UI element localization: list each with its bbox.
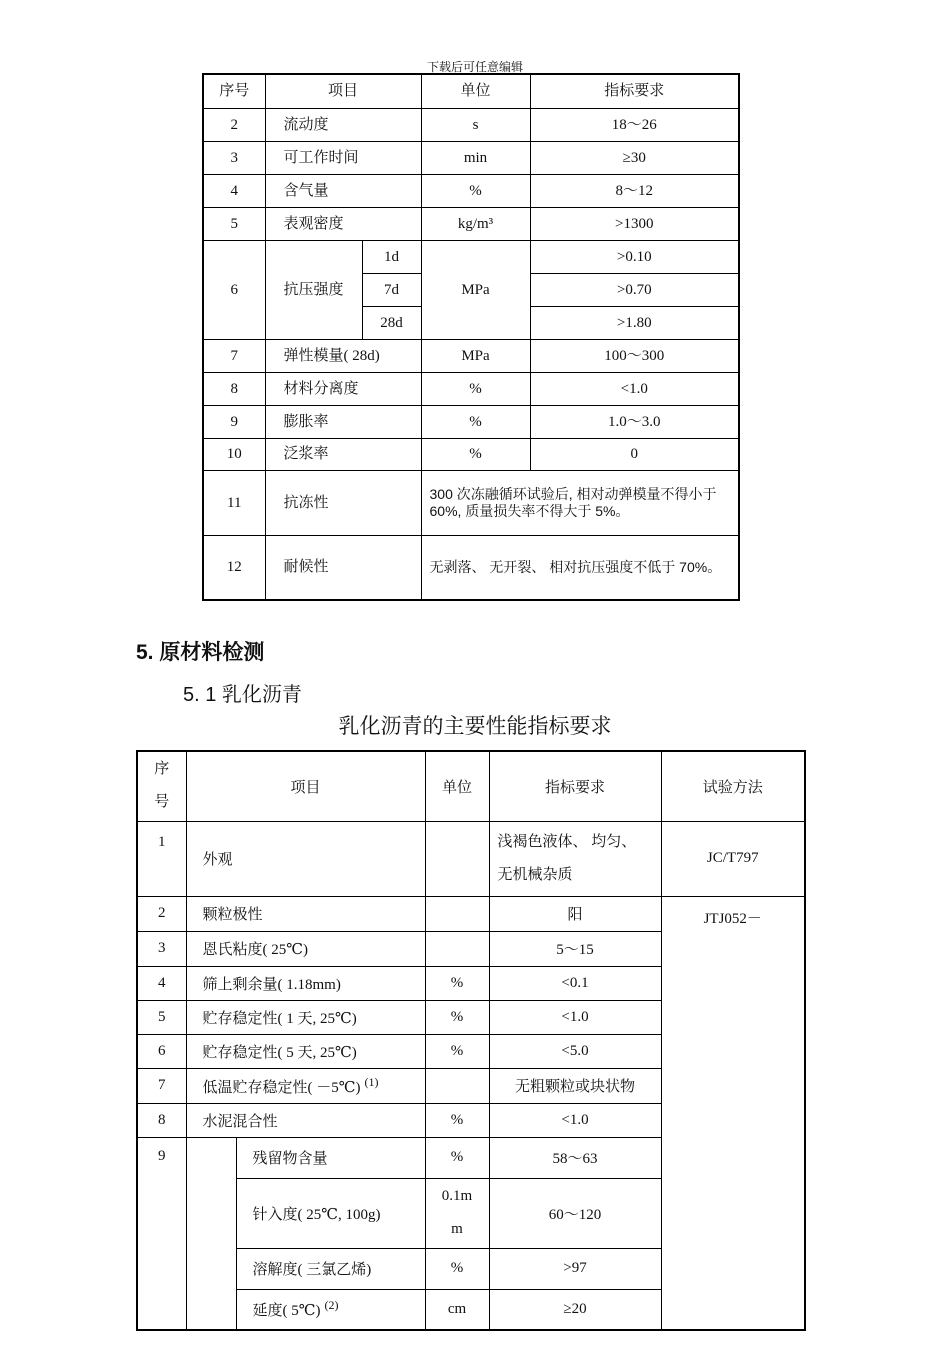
row-unit: % xyxy=(425,1248,489,1289)
row-unit: cm xyxy=(425,1289,489,1330)
table-header-row xyxy=(137,751,805,821)
row-no: 8 xyxy=(203,372,265,405)
row-requirement: <1.0 xyxy=(530,372,739,405)
row-item: 含气量 xyxy=(265,174,421,207)
row-unit: % xyxy=(425,1103,489,1137)
cement-mortar-index-table xyxy=(202,73,740,601)
table-row xyxy=(203,470,739,535)
row-test-method: JC/T797 xyxy=(661,821,805,896)
row-unit xyxy=(425,1068,489,1103)
row-item: 贮存稳定性( 5 天, 25℃) xyxy=(186,1034,425,1068)
row-test-method: JTJ052－ xyxy=(661,896,805,1330)
table-row xyxy=(203,372,739,405)
row-no: 2 xyxy=(203,108,265,141)
row-item: 泛浆率 xyxy=(265,438,421,470)
row-requirement: ≥20 xyxy=(489,1289,661,1330)
row-unit: % xyxy=(421,405,530,438)
row-unit xyxy=(425,896,489,931)
row-requirement: 0 xyxy=(530,438,739,470)
section-heading-raw-material: 5. 原材料检测 xyxy=(136,641,265,664)
header-no: 序号 xyxy=(137,751,186,821)
row-requirement: 18～26 xyxy=(530,108,739,141)
row-requirement: ≥30 xyxy=(530,141,739,174)
row-no: 12 xyxy=(203,535,265,600)
table-row xyxy=(203,174,739,207)
row-requirement: >97 xyxy=(489,1248,661,1289)
row-requirement: 阳 xyxy=(489,896,661,931)
table-row xyxy=(203,108,739,141)
row-requirement: <5.0 xyxy=(489,1034,661,1068)
page-header: 下载后可任意编辑 xyxy=(426,60,523,74)
header-item: 项目 xyxy=(186,751,425,821)
row-unit: MPa xyxy=(421,240,530,339)
row-no: 1 xyxy=(137,821,186,896)
row-no: 7 xyxy=(203,339,265,372)
row-item: 贮存稳定性( 1 天, 25℃) xyxy=(186,1000,425,1034)
row-unit: % xyxy=(425,1137,489,1178)
footnote-marker: (2) xyxy=(324,1298,339,1313)
row-item: 水泥混合性 xyxy=(186,1103,425,1137)
header-unit: 单位 xyxy=(425,751,489,821)
table-row xyxy=(203,207,739,240)
row-item: 针入度( 25℃, 100g) xyxy=(236,1178,425,1248)
row-age: 1d xyxy=(362,240,421,273)
row-age: 28d xyxy=(362,306,421,339)
row-requirement: >1.80 xyxy=(530,306,739,339)
row-unit xyxy=(425,821,489,896)
row-unit: 0.1mm xyxy=(425,1178,489,1248)
row-item: 残留物含量 xyxy=(236,1137,425,1178)
row-no: 5 xyxy=(203,207,265,240)
table-row xyxy=(203,438,739,470)
row-item: 膨胀率 xyxy=(265,405,421,438)
header-requirement: 指标要求 xyxy=(530,74,739,108)
row-no: 9 xyxy=(203,405,265,438)
row-unit: % xyxy=(421,174,530,207)
row-no: 10 xyxy=(203,438,265,470)
table-row xyxy=(203,339,739,372)
row-requirement: 浅褐色液体、 均匀、 无机械杂质 xyxy=(489,821,661,896)
row-item: 流动度 xyxy=(265,108,421,141)
table-row xyxy=(203,535,739,600)
row-item: 抗压强度 xyxy=(265,240,362,339)
table-row xyxy=(137,896,805,931)
row-item: 延度( 5℃) $^{(2)}$ xyxy=(236,1289,425,1330)
row-item: 颗粒极性 xyxy=(186,896,425,931)
row-no: 4 xyxy=(203,174,265,207)
row-unit: % xyxy=(421,438,530,470)
row-requirement: <1.0 xyxy=(489,1000,661,1034)
row-requirement: 无剥落、 无开裂、 相对抗压强度不低于 70%。 xyxy=(421,535,739,600)
row-unit: MPa xyxy=(421,339,530,372)
table-row xyxy=(203,240,739,273)
row-requirement: >0.70 xyxy=(530,273,739,306)
row-unit: kg/m³ xyxy=(421,207,530,240)
table-row xyxy=(137,821,805,896)
row-no: 9 xyxy=(137,1137,186,1330)
row-unit xyxy=(425,931,489,966)
row-no: 6 xyxy=(203,240,265,339)
row-requirement: 58～63 xyxy=(489,1137,661,1178)
table-row xyxy=(203,405,739,438)
table-row xyxy=(203,141,739,174)
row-item: 表观密度 xyxy=(265,207,421,240)
row-item: 外观 xyxy=(186,821,425,896)
row-no: 11 xyxy=(203,470,265,535)
row-unit: % xyxy=(425,1000,489,1034)
row-unit: % xyxy=(421,372,530,405)
table-title: 乳化沥青的主要性能指标要求 xyxy=(338,715,612,738)
row-item: 抗冻性 xyxy=(265,470,421,535)
row-requirement: <1.0 xyxy=(489,1103,661,1137)
row-item: 筛上剩余量( 1.18mm) xyxy=(186,966,425,1000)
header-no: 序号 xyxy=(203,74,265,108)
row-unit: % xyxy=(425,1034,489,1068)
footnote-marker: (1) xyxy=(364,1074,379,1089)
row-requirement: >0.10 xyxy=(530,240,739,273)
row-requirement: 300 次冻融循环试验后, 相对动弹模量不得小于 60%, 质量损失率不得大于 5%。 xyxy=(421,470,739,535)
emulsified-asphalt-index-table xyxy=(136,750,806,1331)
row-item: 溶解度( 三氯乙烯) xyxy=(236,1248,425,1289)
header-test-method: 试验方法 xyxy=(661,751,805,821)
row-no: 7 xyxy=(137,1068,186,1103)
row-requirement: 60～120 xyxy=(489,1178,661,1248)
row-item: 可工作时间 xyxy=(265,141,421,174)
row-requirement: 8～12 xyxy=(530,174,739,207)
subsection-heading-emulsified-asphalt: 5. 1 乳化沥青 xyxy=(183,684,302,706)
table-header-row xyxy=(203,74,739,108)
header-unit: 单位 xyxy=(421,74,530,108)
row-unit: min xyxy=(421,141,530,174)
row-item: 低温贮存稳定性( －5℃) $^{(1)}$ xyxy=(186,1068,425,1103)
row-group-cell xyxy=(186,1137,236,1330)
header-requirement: 指标要求 xyxy=(489,751,661,821)
row-requirement: 无粗颗粒或块状物 xyxy=(489,1068,661,1103)
row-requirement: >1300 xyxy=(530,207,739,240)
row-requirement: <0.1 xyxy=(489,966,661,1000)
row-no: 3 xyxy=(137,931,186,966)
row-no: 4 xyxy=(137,966,186,1000)
row-unit: % xyxy=(425,966,489,1000)
row-item: 弹性模量( 28d) xyxy=(265,339,421,372)
row-requirement: 100～300 xyxy=(530,339,739,372)
row-age: 7d xyxy=(362,273,421,306)
header-item: 项目 xyxy=(265,74,421,108)
row-no: 8 xyxy=(137,1103,186,1137)
row-no: 3 xyxy=(203,141,265,174)
row-no: 6 xyxy=(137,1034,186,1068)
row-no: 2 xyxy=(137,896,186,931)
row-unit: s xyxy=(421,108,530,141)
row-item: 耐候性 xyxy=(265,535,421,600)
row-requirement: 1.0～3.0 xyxy=(530,405,739,438)
row-no: 5 xyxy=(137,1000,186,1034)
row-item: 恩氏粘度( 25℃) xyxy=(186,931,425,966)
row-item: 材料分离度 xyxy=(265,372,421,405)
row-requirement: 5～15 xyxy=(489,931,661,966)
